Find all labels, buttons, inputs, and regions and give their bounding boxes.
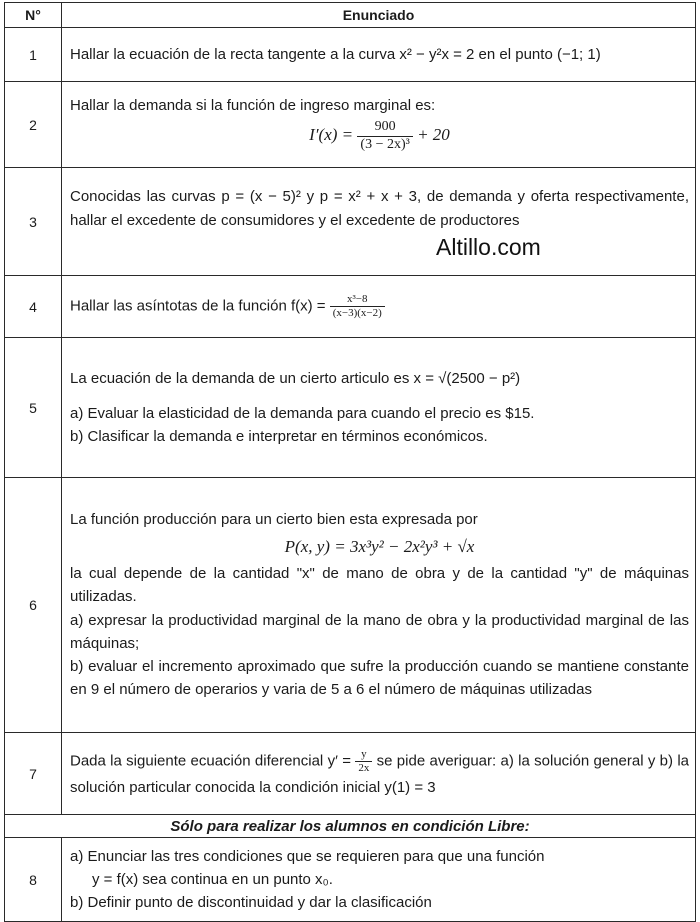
exercise-number: 5 <box>5 338 62 478</box>
exercise-row <box>5 838 696 922</box>
exercise-number: 2 <box>5 82 62 168</box>
exercise-cell <box>62 478 696 733</box>
exercise-number: 6 <box>5 478 62 733</box>
exercise-text: Dada la siguiente ecuación diferencial y′ = <box>70 752 351 770</box>
fraction-numerator: x³−8 <box>330 293 385 307</box>
exercise-cell <box>62 838 696 922</box>
fraction-denominator: (3 − 2x)³ <box>360 136 410 152</box>
exercise-text: Hallar las asíntotas de la función f(x) = <box>70 297 326 315</box>
fraction-denominator: 2x <box>358 762 370 775</box>
fraction-denominator: (x−3)(x−2) <box>332 307 382 319</box>
exercise-number: 8 <box>5 838 62 922</box>
formula: P(x, y) = 3x³y² − 2x²y³ + √x <box>284 536 475 556</box>
exercise-row <box>5 82 696 168</box>
fraction-numerator: 900 <box>357 119 412 137</box>
exercise-text: Hallar la ecuación de la recta tangente a la curva x² − y²x = 2 en el punto (−1; 1) <box>62 28 696 82</box>
exercise-number: 3 <box>5 168 62 276</box>
exercise-text: La función producción para un cierto bien esta expresada por <box>70 511 478 529</box>
watermark-text: Altillo.com <box>436 234 541 260</box>
exercise-row <box>5 276 696 338</box>
formula <box>70 119 689 154</box>
header-title: Enunciado <box>62 3 696 28</box>
exercise-row <box>5 733 696 815</box>
exercise-cell <box>62 82 696 168</box>
exercise-row <box>5 168 696 276</box>
fraction-numerator: y <box>355 748 372 762</box>
exercise-part-b: b) Definir punto de discontinuidad y dar la clasificación <box>70 894 432 912</box>
exercise-row <box>5 28 696 82</box>
exercise-part-a: a) Evaluar la elasticidad de la demanda para cuando el precio es $15. <box>70 404 535 422</box>
exercise-text: Conocidas las curvas p = (x − 5)² y p = x² + x + 3, de demanda y oferta respectivamente, hallar el excedente de consumidores y el excedente de productores <box>62 168 696 276</box>
exercise-row <box>5 478 696 733</box>
fraction <box>330 293 385 320</box>
header-num: N° <box>5 3 62 28</box>
exercise-cell <box>62 733 696 815</box>
exercise-row <box>5 338 696 478</box>
exercise-part-a-cont: y = f(x) sea continua en un punto x₀. <box>92 870 333 888</box>
exercise-text: la cual depende de la cantidad "x" de mano de obra y de la cantidad "y" de máquinas utilizadas. <box>70 565 689 606</box>
libre-header-row <box>5 815 696 838</box>
exercise-part-b: b) Clasificar la demanda e interpretar en términos económicos. <box>70 428 488 446</box>
exercise-text: Hallar la demanda si la función de ingreso marginal es: <box>70 96 436 114</box>
exercise-number: 1 <box>5 28 62 82</box>
formula-lhs: I′(x) = <box>309 125 354 145</box>
exercise-cell <box>62 276 696 338</box>
fraction <box>355 748 372 775</box>
exercise-cell <box>62 338 696 478</box>
exercise-number: 4 <box>5 276 62 338</box>
table-header <box>5 3 696 28</box>
libre-title: Sólo para realizar los alumnos en condición Libre: <box>5 815 696 838</box>
exercise-part-a: a) expresar la productividad marginal de la mano de obra y la productividad marginal de las máquinas; <box>70 611 689 652</box>
fraction <box>357 119 412 154</box>
exercise-text: La ecuación de la demanda de un cierto articulo es x = √(2500 − p²) <box>70 369 521 387</box>
exam-table <box>4 2 696 922</box>
exercise-text: se pide averiguar: a) la solución general y b) la solución particular conocida la condición inicial y(1) = 3 <box>70 752 690 796</box>
formula-rhs: + 20 <box>417 125 450 145</box>
exercise-part-a: a) Enunciar las tres condiciones que se requieren para que una función <box>70 847 545 865</box>
exercise-number: 7 <box>5 733 62 815</box>
exercise-part-b: b) evaluar el incremento aproximado que sufre la producción cuando se mantiene constante en 9 el número de operarios y varia de 5 a 6 el número de máquinas utilizadas <box>70 658 689 699</box>
